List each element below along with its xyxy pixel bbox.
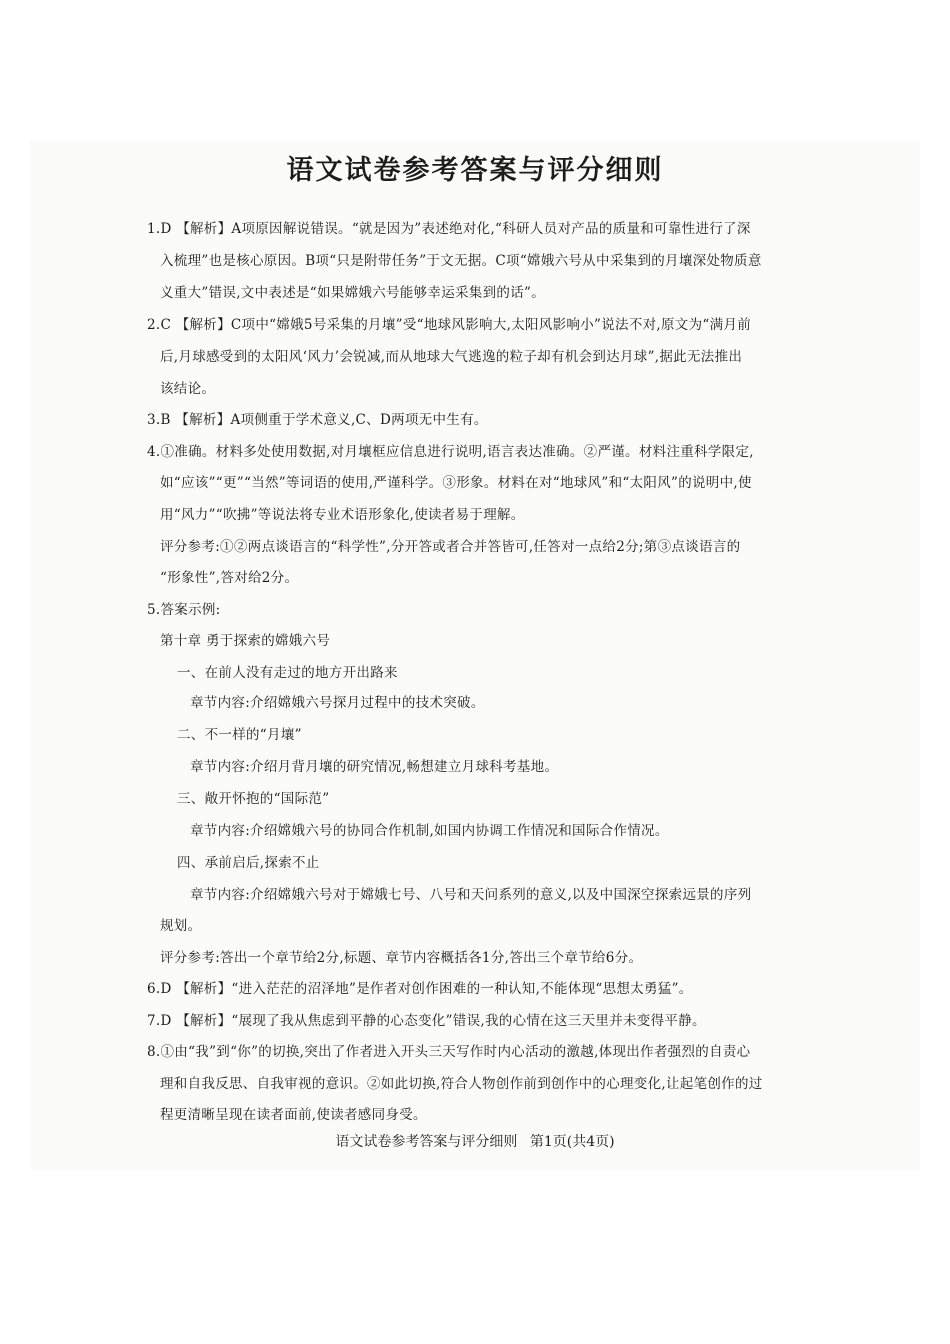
answer-line: 义重大”错误,文中表述是“如果嫦娥六号能够幸运采集到的话”。 [160,285,545,301]
answer-line: 7.D 【解析】“展现了我从焦虑到平静的心态变化”错误,我的心情在这三天里并未变得平静。 [147,1013,706,1029]
section-content: 章节内容:介绍月背月壤的研究情况,畅想建立月球科考基地。 [190,759,559,775]
answer-line: 入梳理”也是核心原因。B项“只是附带任务”于文无据。C项“嫦娥六号从中采集到的月壤深处物质意 [160,253,762,269]
answer-line: 2.C 【解析】C项中“嫦娥5号采集的月壤”受“地球风影响大,太阳风影响小”说法不对,原文为“满月前 [147,317,752,333]
page-footer [0,1131,950,1151]
answer-line: 5.答案示例: [147,602,221,618]
answer-line: 后,月球感受到的太阳风‘风力’会锐减,而从地球大气逃逸的粒子却有机会到达月球”,据此无法推出 [160,349,743,365]
answer-line: 如“应该”“更”“当然”等词语的使用,严谨科学。③形象。材料在对“地球风”和“太阳风”的说明中,使 [160,475,752,491]
chapter-title: 第十章 勇于探索的嫦娥六号 [160,633,331,649]
answer-line: 6.D 【解析】“进入茫茫的沼泽地”是作者对创作困难的一种认知,不能体现“思想太勇猛”。 [147,981,693,997]
answer-line: 1.D 【解析】A项原因解说错误。“就是因为”表述绝对化,“科研人员对产品的质量和可靠性进行了深 [147,221,751,237]
section-heading: 一、在前人没有走过的地方开出路来 [177,665,398,681]
section-content: 章节内容:介绍嫦娥六号探月过程中的技术突破。 [190,695,485,711]
section-content: 规划。 [160,918,202,934]
section-content: 章节内容:介绍嫦娥六号的协同合作机制,如国内协调工作情况和国际合作情况。 [190,823,669,839]
scoring-line: “形象性”,答对给2分。 [160,570,299,586]
answer-line: 4.①准确。材料多处使用数据,对月壤框应信息进行说明,语言表达准确。②严谨。材料注重科学限定, [147,444,754,460]
answer-line: 程更清晰呈现在读者面前,使读者感同身受。 [160,1107,427,1123]
footer-doc-name: 语文试卷参考答案与评分细则 [335,1134,518,1150]
scoring-line: 评分参考:①②两点谈语言的“科学性”,分开答或者合并答皆可,任答对一点给2分;第③点谈语言的 [160,539,741,555]
footer-page-info: 第1页(共4页) [529,1134,615,1150]
section-content: 章节内容:介绍嫦娥六号对于嫦娥七号、八号和天问系列的意义,以及中国深空探索远景的序列 [190,887,752,903]
section-heading: 四、承前启后,探索不止 [177,855,320,871]
answer-line: 用“风力”“吹拂”等说法将专业术语形象化,使读者易于理解。 [160,507,525,523]
page-title: 语文试卷参考答案与评分细则 [286,155,664,186]
scoring-line: 评分参考:答出一个章节给2分,标题、章节内容概括各1分,答出三个章节给6分。 [160,950,643,966]
answer-line: 8.①由“我”到“你”的切换,突出了作者进入开头三天写作时内心活动的激越,体现出作者强烈的自责心 [147,1044,751,1060]
answer-line: 3.B 【解析】A项侧重于学术意义,C、D两项无中生有。 [147,412,488,428]
section-heading: 二、不一样的“月壤” [177,727,302,743]
answer-line: 该结论。 [160,381,216,397]
section-heading: 三、敞开怀抱的“国际范” [177,791,330,807]
answer-line: 理和自我反思、自我审视的意识。②如此切换,符合人物创作前到创作中的心理变化,让起笔创作的过 [160,1076,763,1092]
